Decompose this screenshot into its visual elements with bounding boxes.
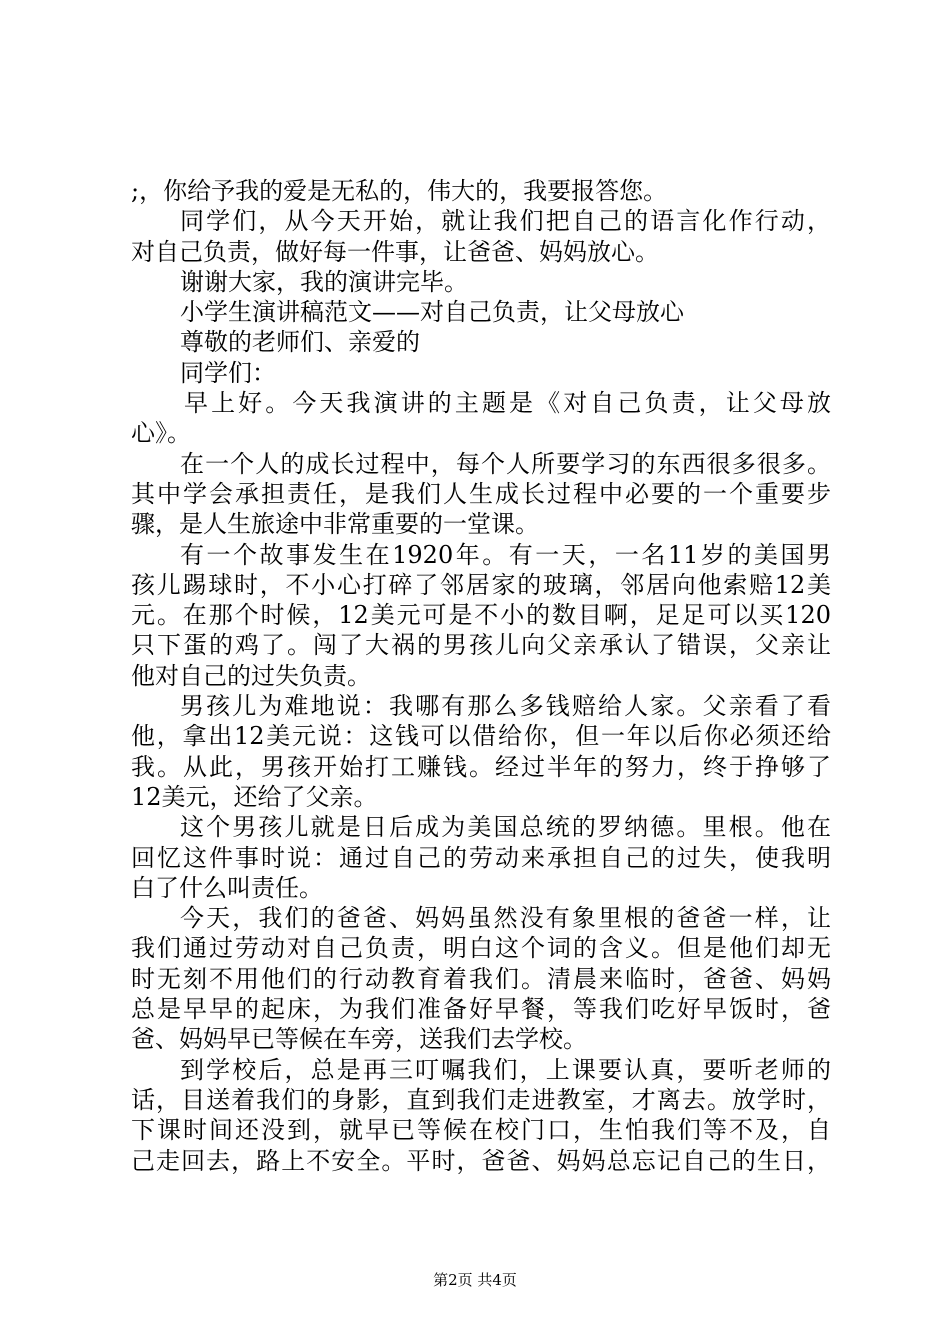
text-line: 爸、妈妈早已等候在车旁，送我们去学校。 <box>131 1025 587 1054</box>
text-line: 谢谢大家，我的演讲完毕。 <box>180 267 468 296</box>
text-line: 孩儿踢球时，不小心打碎了邻居家的玻璃，邻居向他索赔12美 <box>131 570 831 599</box>
text-line: 今天，我们的爸爸、妈妈虽然没有象里根的爸爸一样，让 <box>180 904 831 933</box>
text-line: 我。从此，男孩开始打工赚钱。经过半年的努力，终于挣够了 <box>131 752 831 781</box>
text-line: 总是早早的起床，为我们准备好早餐，等我们吃好早饭时，爸 <box>131 995 831 1024</box>
text-line: 心》。 <box>131 419 191 448</box>
text-line: 己走回去，路上不安全。平时，爸爸、妈妈总忘记自己的生日， <box>131 1146 831 1175</box>
text-line: 有一个故事发生在1920年。有一天，一名11岁的美国男 <box>180 540 831 569</box>
text-line: 回忆这件事时说：通过自己的劳动来承担自己的过失，使我明 <box>131 843 831 872</box>
text-line: 下课时间还没到，就早已等候在校门口，生怕我们等不及，自 <box>131 1116 831 1145</box>
text-line: 元。在那个时候，12美元可是不小的数目啊，足足可以买120 <box>131 601 831 630</box>
text-line: 他对自己的过失负责。 <box>131 661 371 690</box>
text-line: 其中学会承担责任，是我们人生成长过程中必要的一个重要步 <box>131 479 831 508</box>
document-body <box>131 176 831 1176</box>
text-line: 时无刻不用他们的行动教育着我们。清晨来临时，爸爸、妈妈 <box>131 964 831 993</box>
text-line: ;，你给予我的爱是无私的，伟大的，我要报答您。 <box>131 177 668 205</box>
text-line: 对自己负责，做好每一件事，让爸爸、妈妈放心。 <box>131 237 659 266</box>
text-line: 骤，是人生旅途中非常重要的一堂课。 <box>131 510 539 539</box>
text-line: 我们通过劳动对自己负责，明白这个词的含义。但是他们却无 <box>131 934 831 963</box>
page-footer: 第2页 共4页 <box>433 1271 517 1289</box>
text-line: 在一个人的成长过程中，每个人所要学习的东西很多很多。 <box>180 449 831 478</box>
text-line: 同学们，从今天开始，就让我们把自己的语言化作行动， <box>180 207 831 236</box>
text-line: 小学生演讲稿范文——对自己负责，让父母放心 <box>180 298 684 327</box>
text-line: 尊敬的老师们、亲爱的 <box>180 328 420 357</box>
text-line: 话，目送着我们的身影，直到我们走进教室，才离去。放学时， <box>131 1085 831 1114</box>
text-line: 这个男孩儿就是日后成为美国总统的罗纳德。里根。他在 <box>180 813 831 842</box>
text-line: 只下蛋的鸡了。闯了大祸的男孩儿向父亲承认了错误，父亲让 <box>131 631 831 660</box>
text-line: 男孩儿为难地说：我哪有那么多钱赔给人家。父亲看了看 <box>180 692 831 721</box>
text-line: 白了什么叫责任。 <box>131 873 323 902</box>
text-line: 他，拿出12美元说：这钱可以借给你，但一年以后你必须还给 <box>131 722 831 751</box>
text-line: 12美元，还给了父亲。 <box>131 782 378 811</box>
text-line: 到学校后，总是再三叮嘱我们，上课要认真，要听老师的 <box>180 1055 831 1084</box>
text-line: 早上好。今天我演讲的主题是《对自己负责，让父母放 <box>184 389 831 418</box>
text-line: 同学们： <box>180 358 276 387</box>
